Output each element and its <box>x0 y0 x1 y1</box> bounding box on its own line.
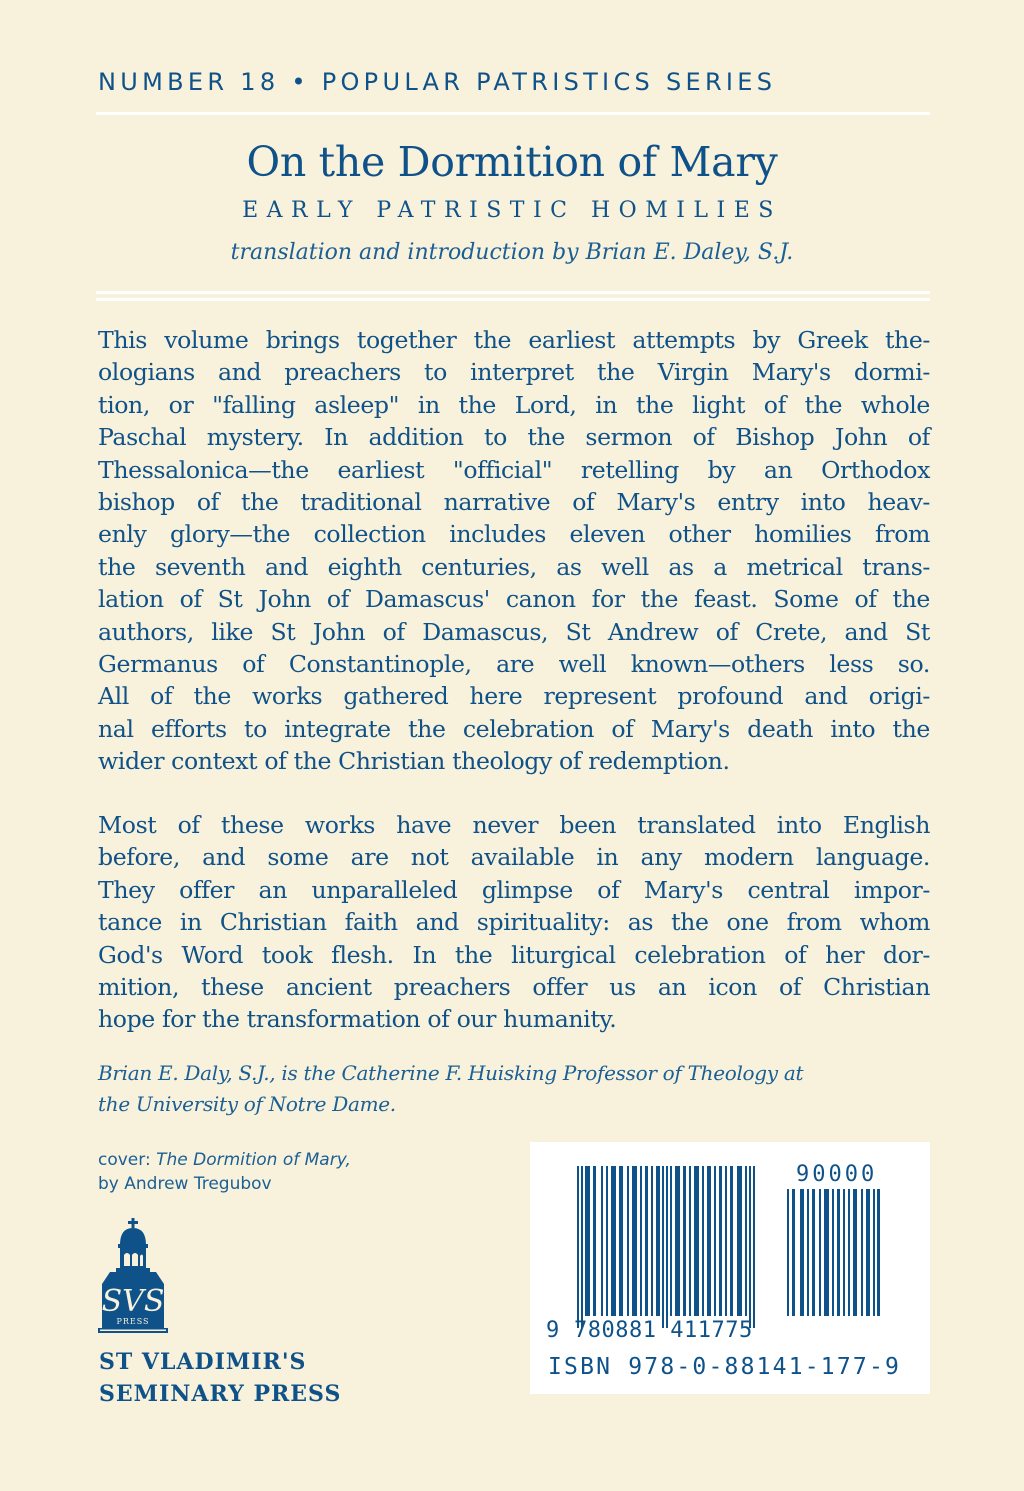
svg-text:SVS: SVS <box>101 1284 165 1319</box>
text-line: Thessalonica—the earliest "official" retelling by an Orthodox <box>98 455 930 484</box>
text-line: tance in Christian faith and spirituality: as the one from whom <box>98 908 930 937</box>
text-line: Paschal mystery. In addition to the sermon of Bishop John of <box>98 423 930 452</box>
book-subtitle: EARLY PATRISTIC HOMILIES <box>242 198 782 223</box>
text-line: hope for the transformation of our humanity. <box>98 1005 617 1034</box>
credit-prefix: cover: <box>98 1150 157 1170</box>
text-line: All of the works gathered here represent profound and origi- <box>98 682 930 711</box>
barcode-main-digits: 780881 411775 <box>574 1318 753 1343</box>
text-line: This volume brings together the earliest attempts by Greek the- <box>98 326 930 354</box>
text-line: They offer an unparalleled glimpse of Mary's central impor- <box>98 875 930 904</box>
publisher-name <box>99 1346 341 1410</box>
bio-line: Brian E. Daly, S.J., is the Catherine F. Huisking Professor of Theology at <box>98 1061 804 1085</box>
cover-credit <box>98 1148 351 1196</box>
description-paragraph-2 <box>98 809 930 1036</box>
text-line: Germanus of Constantinople, are well known—others less so. <box>98 650 930 679</box>
svg-text:PRESS: PRESS <box>116 1317 150 1326</box>
publisher-line-2: SEMINARY PRESS <box>99 1381 342 1407</box>
text-line: tion, or "falling asleep" in the Lord, in the light of the whole <box>98 390 930 419</box>
text-line: nal efforts to integrate the celebration of Mary's death into the <box>98 714 930 743</box>
series-line: NUMBER 18 • POPULAR PATRISTICS SERIES <box>98 68 777 96</box>
isbn-number: ISBN 978-0-88141-177-9 <box>548 1354 902 1380</box>
artist-line: by Andrew Tregubov <box>98 1174 272 1194</box>
barcode-lead-digit: 9 <box>546 1318 560 1343</box>
artwork-title: The Dormition of Mary, <box>156 1150 351 1170</box>
text-line: before, and some are not available in any modern language. <box>98 843 930 872</box>
top-divider <box>96 112 930 115</box>
double-divider-bottom <box>96 298 930 301</box>
author-bio <box>98 1058 930 1120</box>
bio-line: the University of Notre Dame. <box>98 1092 396 1116</box>
isbn-barcode <box>530 1142 930 1394</box>
translator-byline: translation and introduction by Brian E. Daley, S.J. <box>230 240 794 265</box>
description-paragraph-1 <box>98 324 930 778</box>
text-line: God's Word took flesh. In the liturgical celebration of her dor- <box>98 940 930 969</box>
text-line: wider context of the Christian theology of redemption. <box>98 747 730 776</box>
text-line: mition, these ancient preachers offer us an icon of Christian <box>98 973 930 1002</box>
book-title: On the Dormition of Mary <box>246 138 778 186</box>
svs-press-church-logo-icon <box>98 1218 168 1334</box>
text-line: the seventh and eighth centuries, as well as a metrical trans- <box>98 552 930 581</box>
text-line: authors, like St John of Damascus, St Andrew of Crete, and St <box>98 617 930 646</box>
text-line: Most of these works have never been translated into English <box>98 811 930 839</box>
double-divider-top <box>96 291 930 294</box>
text-line: lation of St John of Damascus' canon for the feast. Some of the <box>98 585 930 614</box>
text-line: ologians and preachers to interpret the Virgin Mary's dormi- <box>98 358 930 387</box>
publisher-line-1: ST VLADIMIR'S <box>99 1349 307 1375</box>
barcode-price-addon: 90000 <box>796 1162 878 1187</box>
text-line: bishop of the traditional narrative of Mary's entry into heav- <box>98 488 930 517</box>
text-line: enly glory—the collection includes eleven other homilies from <box>98 520 930 549</box>
